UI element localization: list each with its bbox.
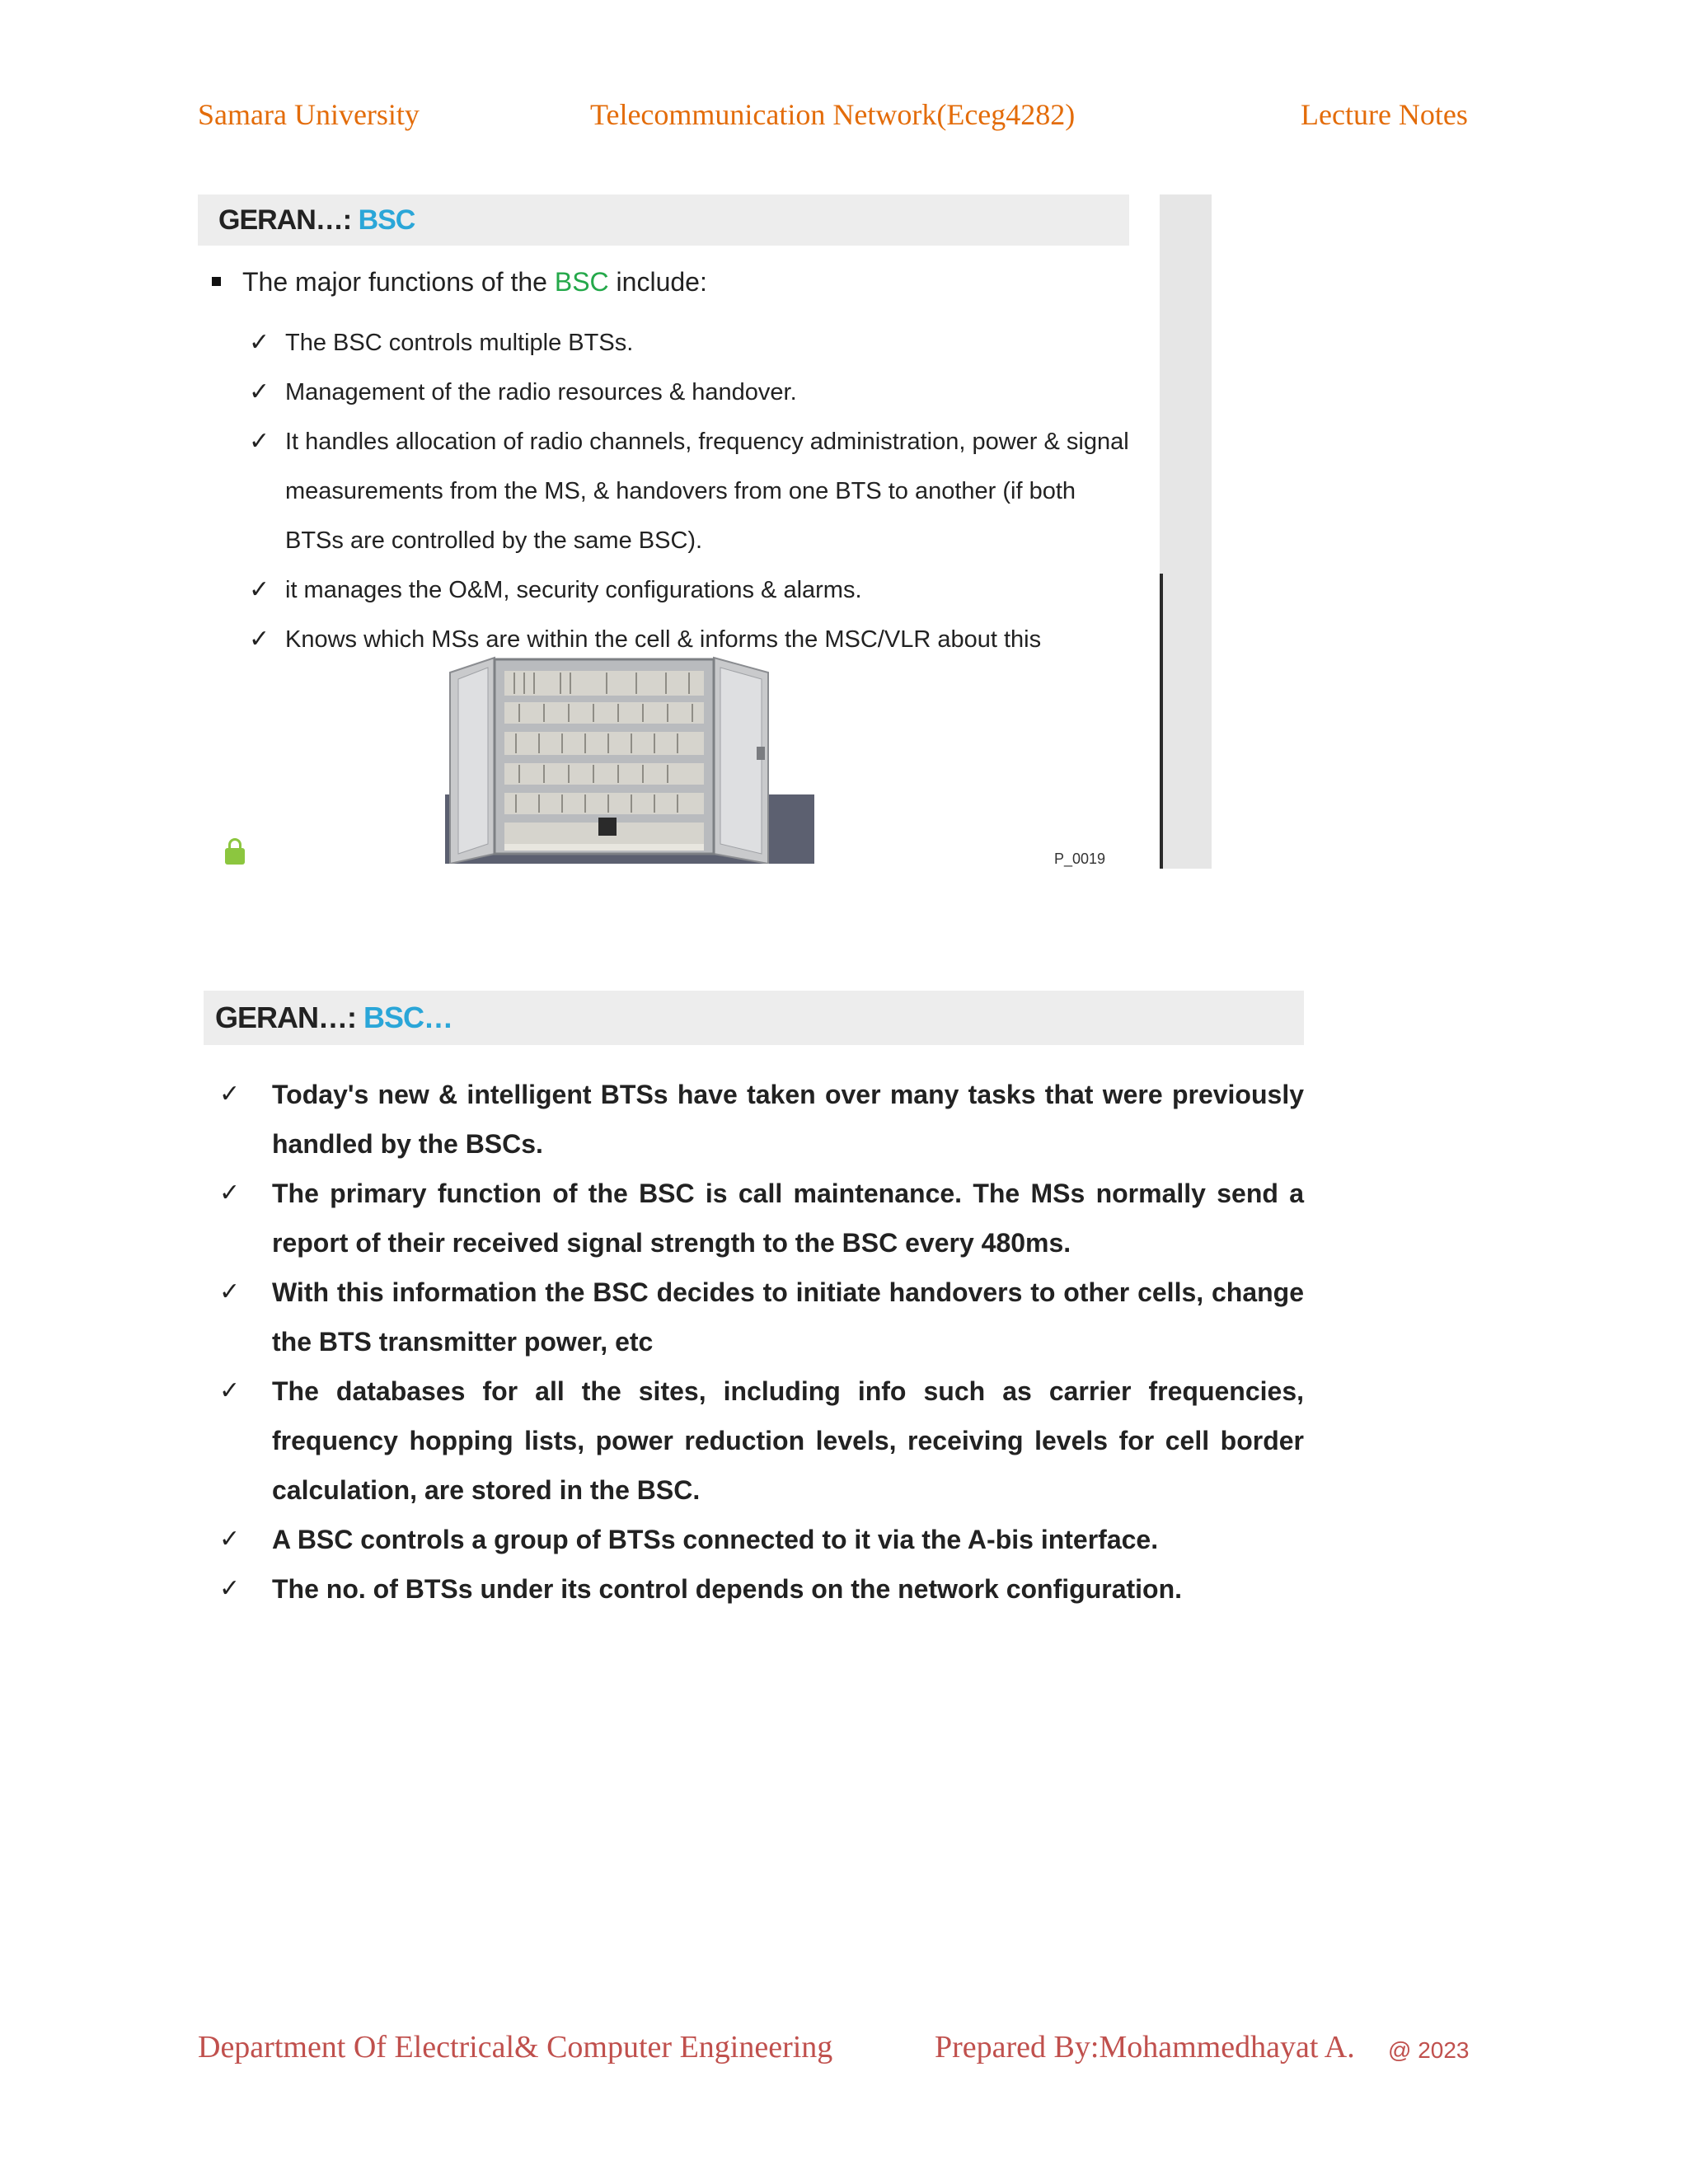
- header-course: Telecommunication Network(Eceg4282): [590, 98, 1076, 131]
- list-item: [219, 1366, 1304, 1515]
- list-item-text: it manages the O&M, security configurations & alarms.: [285, 577, 862, 603]
- checkmark-icon: ✓: [219, 1080, 241, 1108]
- list-item-text: It handles allocation of radio channels, frequency administration, power & signal measurements from the MS, & handovers from one BTS to another (if both BTSs are controlled by the same BSC).: [285, 429, 1129, 554]
- slide-title-accent: BSC: [358, 204, 415, 236]
- list-item-text: The primary function of the BSC is call maintenance. The MSs normally send a report of their received signal strength to the BSC every 480ms.: [272, 1179, 1304, 1258]
- footer-prepared-by: Prepared By:Mohammedhayat A.: [935, 2030, 1355, 2064]
- checkmark-icon: ✓: [249, 328, 270, 357]
- bsc-cabinet-image: [445, 656, 814, 864]
- list-item: [219, 1268, 1304, 1366]
- bsc-detail-list: [219, 1070, 1304, 1614]
- list-item: [219, 1070, 1304, 1169]
- checkmark-icon: ✓: [249, 377, 270, 406]
- list-item: [249, 318, 1164, 368]
- checkmark-icon: ✓: [219, 1376, 241, 1405]
- list-item: [219, 1564, 1304, 1614]
- square-bullet-icon: [212, 277, 221, 286]
- header-university: Samara University: [198, 98, 420, 131]
- list-item-text: Management of the radio resources & handover.: [285, 379, 797, 405]
- list-item: [249, 565, 1164, 615]
- footer-department: Department Of Electrical& Computer Engineering: [198, 2030, 833, 2064]
- slide-title-prefix: GERAN…:: [218, 204, 359, 236]
- list-item: [249, 417, 1164, 565]
- checkmark-icon: ✓: [219, 1277, 241, 1306]
- checkmark-icon: ✓: [219, 1525, 241, 1554]
- list-item: [219, 1515, 1304, 1564]
- main-bullet: [212, 267, 707, 298]
- list-item-text: The databases for all the sites, including info such as carrier frequencies, frequency hopping lists, power reduction levels, receiving levels for cell border calculation, are stored in the BSC.: [272, 1376, 1304, 1505]
- checkmark-icon: ✓: [219, 1574, 241, 1603]
- footer-copyright: @ 2023: [1388, 2037, 1470, 2063]
- list-item-text: With this information the BSC decides to initiate handovers to other cells, change the BTS transmitter power, etc: [272, 1277, 1304, 1357]
- checkmark-icon: ✓: [249, 575, 270, 604]
- checkmark-icon: ✓: [249, 625, 270, 654]
- lock-icon: [225, 848, 245, 865]
- slide2-title-prefix: GERAN…:: [215, 1001, 363, 1034]
- list-item-text: The BSC controls multiple BTSs.: [285, 330, 634, 356]
- list-item-text: The no. of BTSs under its control depends on the network configuration.: [272, 1574, 1183, 1604]
- list-item-text: Today's new & intelligent BTSs have taken over many tasks that were previously handled by the BSCs.: [272, 1080, 1304, 1159]
- main-bullet-text-after: include:: [608, 267, 707, 297]
- list-item: [219, 1169, 1304, 1268]
- header-lecture-notes: Lecture Notes: [1301, 98, 1468, 131]
- list-item: [249, 368, 1164, 417]
- slide-title: [198, 194, 1129, 246]
- main-bullet-accent: BSC: [554, 267, 609, 297]
- slide2-title-accent: BSC…: [363, 1001, 453, 1034]
- slide-bsc-functions: [198, 194, 1212, 869]
- slide-side-rail: [1160, 194, 1212, 869]
- list-item-text: A BSC controls a group of BTSs connected to it via the A-bis interface.: [272, 1525, 1159, 1554]
- function-list: [249, 318, 1164, 664]
- checkmark-icon: ✓: [249, 427, 270, 456]
- picture-code: P_0019: [1054, 851, 1106, 867]
- main-bullet-text-before: The major functions of the: [242, 267, 555, 297]
- checkmark-icon: ✓: [219, 1179, 241, 1207]
- list-item-text: Knows which MSs are within the cell & informs the MSC/VLR about this: [285, 626, 1042, 653]
- slide2-title: [204, 991, 1304, 1045]
